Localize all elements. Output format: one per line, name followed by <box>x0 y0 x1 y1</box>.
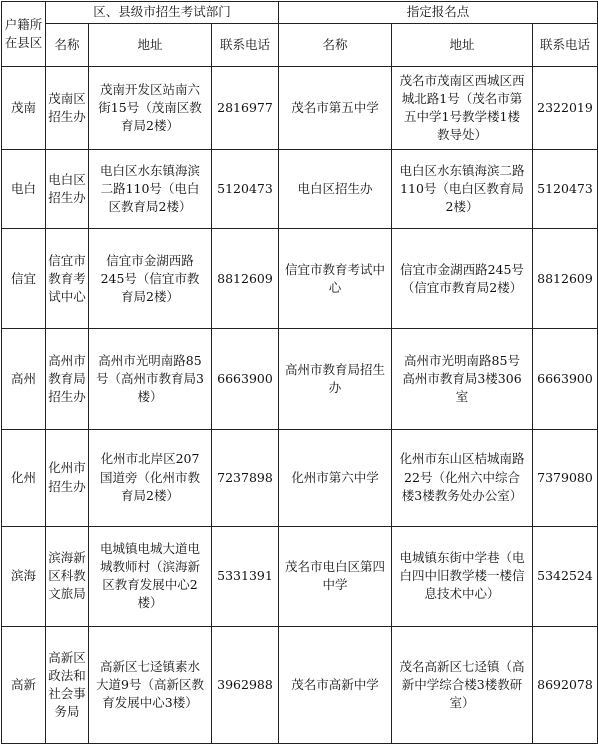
header-point-name: 名称 <box>279 24 392 67</box>
point-phone-cell: 8692078 <box>533 626 598 743</box>
point-name-cell: 茂名市第五中学 <box>279 67 392 150</box>
point-name-cell: 茂名市电白区第四中学 <box>279 526 392 626</box>
dept-phone-cell: 6663900 <box>212 329 279 429</box>
county-cell: 电白 <box>2 150 46 229</box>
point-address-cell: 茂名高新区七迳镇（高新中学综合楼3楼教研室） <box>392 626 533 743</box>
dept-name-cell: 信宜市教育考试中心 <box>46 229 89 329</box>
point-name-cell: 电白区招生办 <box>279 150 392 229</box>
dept-name-cell: 滨海新区科教文旅局 <box>46 526 89 626</box>
county-cell: 高新 <box>2 626 46 743</box>
dept-name-cell: 高州市教育局招生办 <box>46 329 89 429</box>
dept-phone-cell: 3962988 <box>212 626 279 743</box>
dept-address-cell: 高州市光明南路85号（高州市教育局3楼） <box>89 329 212 429</box>
dept-phone-cell: 7237898 <box>212 429 279 526</box>
header-point-group: 指定报名点 <box>279 2 598 24</box>
county-cell: 高州 <box>2 329 46 429</box>
county-cell: 化州 <box>2 429 46 526</box>
county-cell: 茂南 <box>2 67 46 150</box>
dept-name-cell: 化州市招生办 <box>46 429 89 526</box>
point-address-cell: 信宜市金湖西路245号（信宜市教育局2楼） <box>392 229 533 329</box>
dept-address-cell: 茂南开发区站南六街15号（茂南区教育局2楼） <box>89 67 212 150</box>
table-row <box>2 67 598 150</box>
point-address-cell: 电城镇东街中学巷（电白四中旧教学楼一楼信息技术中心） <box>392 526 533 626</box>
dept-name-cell: 高新区政法和社会事务局 <box>46 626 89 743</box>
table-row <box>2 429 598 526</box>
header-point-phone: 联系电话 <box>533 24 598 67</box>
dept-phone-cell: 8812609 <box>212 229 279 329</box>
point-phone-cell: 2322019 <box>533 67 598 150</box>
point-name-cell: 高州市教育局招生办 <box>279 329 392 429</box>
table-row <box>2 626 598 743</box>
point-phone-cell: 8812609 <box>533 229 598 329</box>
header-dept-phone: 联系电话 <box>212 24 279 67</box>
county-cell: 滨海 <box>2 526 46 626</box>
point-address-cell: 高州市光明南路85号 高州市教育局3楼306室 <box>392 329 533 429</box>
table-row <box>2 526 598 626</box>
dept-name-cell: 电白区招生办 <box>46 150 89 229</box>
table-row <box>2 329 598 429</box>
dept-address-cell: 化州市北岸区207国道旁（化州市教育局2楼） <box>89 429 212 526</box>
table-row <box>2 150 598 229</box>
point-phone-cell: 7379080 <box>533 429 598 526</box>
table-row <box>2 229 598 329</box>
point-phone-cell: 6663900 <box>533 329 598 429</box>
point-address-cell: 茂名市茂南区西城区西城北路1号（茂名市第五中学1号教学楼1楼教导处） <box>392 67 533 150</box>
dept-phone-cell: 2816977 <box>212 67 279 150</box>
county-cell: 信宜 <box>2 229 46 329</box>
registration-table <box>1 1 598 744</box>
header-dept-name: 名称 <box>46 24 89 67</box>
point-name-cell: 化州市第六中学 <box>279 429 392 526</box>
point-address-cell: 电白区水东镇海滨二路110号（电白区教育局2楼） <box>392 150 533 229</box>
point-name-cell: 信宜市教育考试中心 <box>279 229 392 329</box>
header-county: 户籍所在县区 <box>2 2 46 67</box>
dept-name-cell: 茂南区招生办 <box>46 67 89 150</box>
point-phone-cell: 5120473 <box>533 150 598 229</box>
header-dept-group: 区、县级市招生考试部门 <box>46 2 279 24</box>
dept-phone-cell: 5331391 <box>212 526 279 626</box>
point-address-cell: 化州市东山区桔城南路22号（化州六中综合楼3楼教务处办公室） <box>392 429 533 526</box>
point-phone-cell: 5342524 <box>533 526 598 626</box>
dept-address-cell: 信宜市金湖西路245号（信宜市教育局2楼） <box>89 229 212 329</box>
dept-address-cell: 电城镇电城大道电城教师村（滨海新区教育发展中心2楼） <box>89 526 212 626</box>
point-name-cell: 茂名市高新中学 <box>279 626 392 743</box>
dept-address-cell: 高新区七迳镇素水大道9号（高新区教育发展中心3楼） <box>89 626 212 743</box>
header-point-address: 地址 <box>392 24 533 67</box>
header-dept-address: 地址 <box>89 24 212 67</box>
dept-address-cell: 电白区水东镇海滨二路110号（电白区教育局2楼） <box>89 150 212 229</box>
dept-phone-cell: 5120473 <box>212 150 279 229</box>
